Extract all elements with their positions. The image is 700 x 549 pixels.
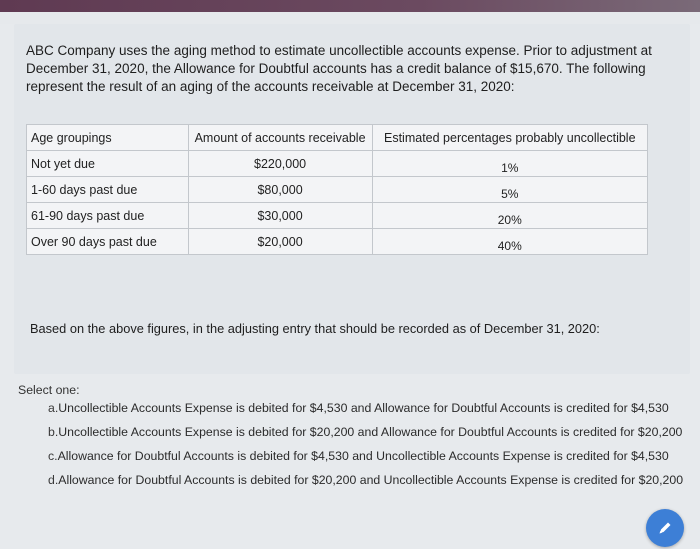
question-prompt: Based on the above figures, in the adjusting entry that should be recorded as of December 31, 2020: [30, 321, 600, 336]
age-group-cell: Over 90 days past due [27, 229, 189, 255]
option-text: Uncollectible Accounts Expense is debited for $4,530 and Allowance for Doubtful Accounts is credited for $4,530 [58, 401, 669, 415]
top-strip [0, 12, 700, 24]
browser-top-bar [0, 0, 700, 12]
amount-cell: $30,000 [188, 203, 372, 229]
header-amount: Amount of accounts receivable [188, 125, 372, 151]
edit-fab-button[interactable] [646, 509, 684, 547]
option-text: Allowance for Doubtful Accounts is debited for $20,200 and Uncollectible Accounts Expense is credited for $20,200 [58, 473, 684, 487]
option-letter: b. [48, 425, 59, 439]
answer-option-c[interactable] [48, 449, 688, 473]
amount-cell: $80,000 [188, 177, 372, 203]
table-row [27, 177, 648, 203]
answer-block [18, 383, 688, 497]
option-text: Allowance for Doubtful Accounts is debited for $4,530 and Uncollectible Accounts Expense is credited for $4,530 [57, 449, 669, 463]
pencil-icon [657, 520, 673, 536]
question-panel [14, 24, 690, 374]
age-group-cell: 1-60 days past due [27, 177, 189, 203]
table-row [27, 151, 648, 177]
table-row [27, 229, 648, 255]
question-text: ABC Company uses the aging method to estimate uncollectible accounts expense. Prior to adjustment at December 31, 2020, the Allowance for Doubtful accounts has a credit balance of $15,670. The following represent the result of an aging of the accounts receivable at December 31, 2020: [26, 43, 652, 94]
percent-cell: 40% [497, 238, 522, 253]
amount-cell: $220,000 [188, 151, 372, 177]
percent-cell: 1% [501, 160, 519, 175]
age-group-cell: Not yet due [27, 151, 189, 177]
header-age-groupings: Age groupings [27, 125, 189, 151]
aging-table [26, 124, 648, 255]
amount-cell: $20,000 [188, 229, 372, 255]
percent-cell: 5% [501, 186, 519, 201]
answer-option-b[interactable] [48, 425, 688, 449]
option-letter: c. [48, 449, 58, 463]
table-row [27, 203, 648, 229]
age-group-cell: 61-90 days past due [27, 203, 189, 229]
answer-option-a[interactable] [48, 401, 688, 425]
header-percentages: Estimated percentages probably uncollectible [372, 125, 647, 151]
option-letter: d. [48, 473, 59, 487]
answer-option-d[interactable] [48, 473, 688, 497]
option-letter: a. [48, 401, 59, 415]
percent-cell: 20% [497, 212, 522, 227]
select-one-label: Select one: [18, 383, 80, 397]
option-text: Uncollectible Accounts Expense is debited for $20,200 and Allowance for Doubtful Accounts is credited for $20,200 [58, 425, 683, 439]
table-header-row [27, 125, 648, 151]
